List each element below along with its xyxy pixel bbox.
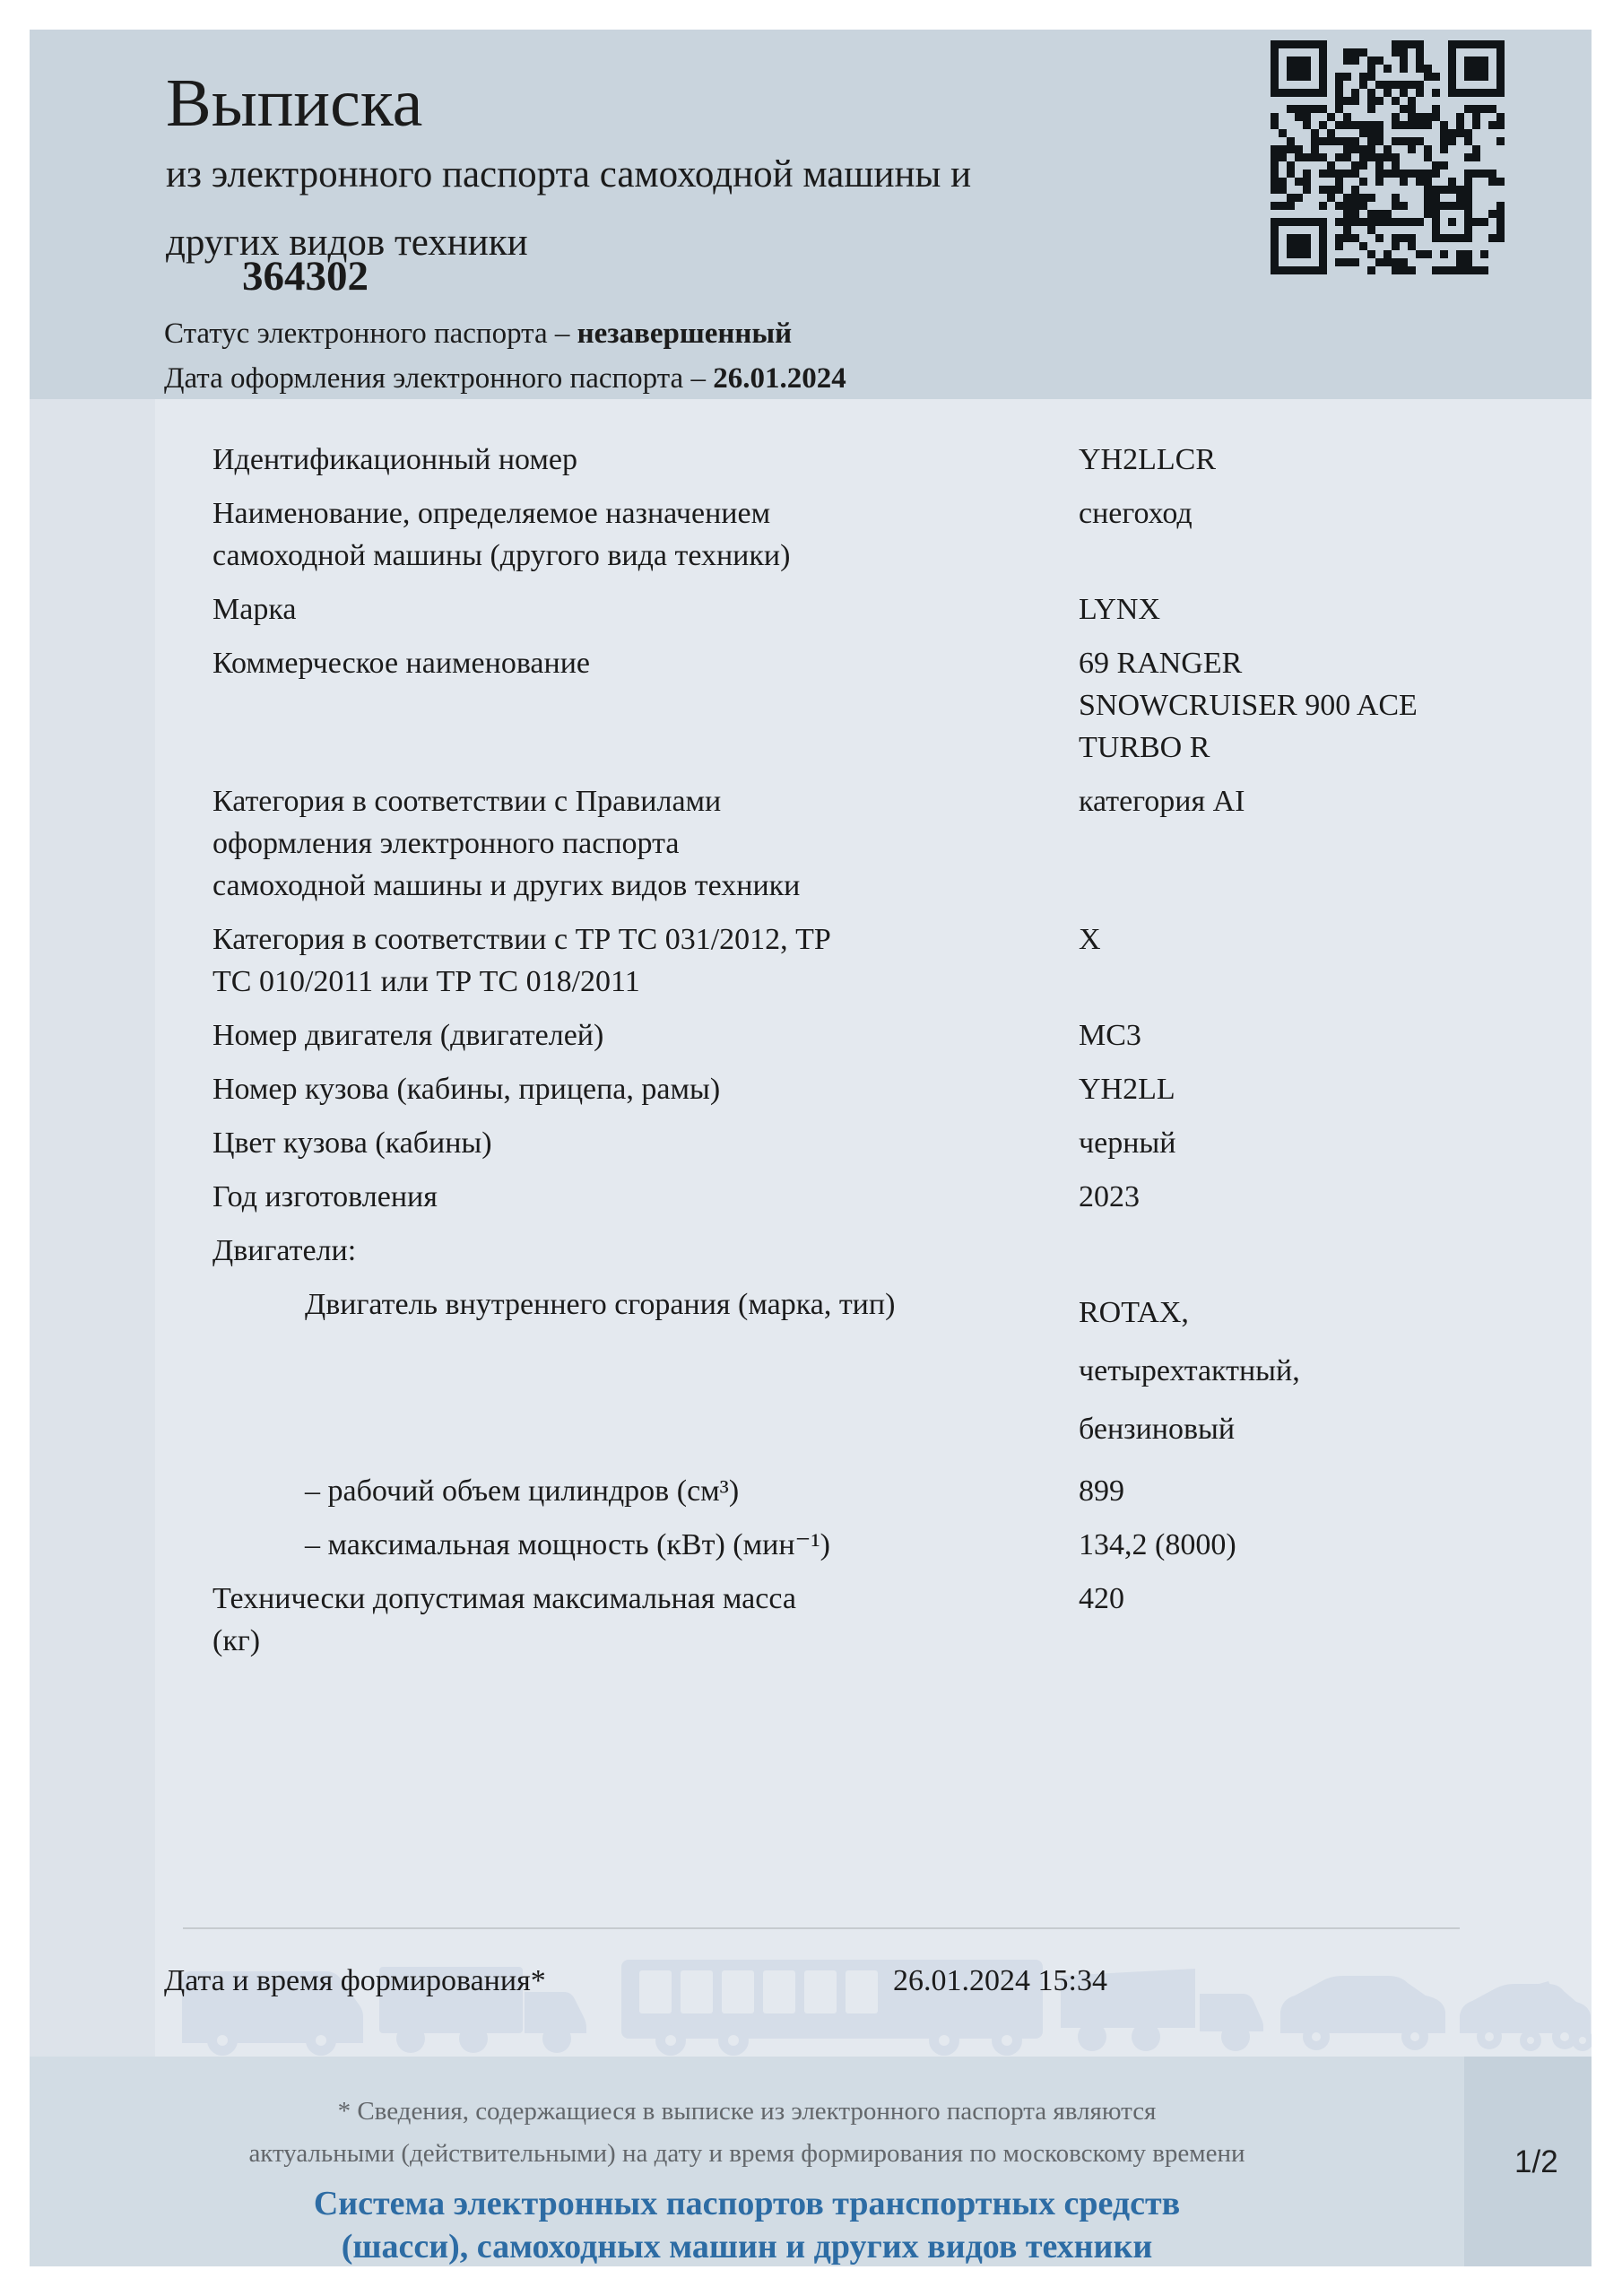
document-body bbox=[30, 399, 1592, 2057]
field-label: – рабочий объем цилиндров (см³) bbox=[305, 1474, 740, 1508]
page-number: 1/2 bbox=[1514, 2144, 1558, 2179]
field-value: X bbox=[1079, 923, 1101, 956]
field-row bbox=[213, 1122, 1495, 1164]
field-label: Идентификационный номер bbox=[213, 443, 577, 476]
document-card bbox=[30, 30, 1592, 2266]
footnote-line: актуальными (действительными) на дату и время формирования по московскому времени bbox=[248, 2139, 1245, 2168]
field-label: Номер двигателя (двигателей) bbox=[213, 1019, 604, 1052]
passport-status bbox=[164, 311, 792, 356]
field-row bbox=[213, 918, 1495, 1003]
field-label: Номер кузова (кабины, прицепа, рамы) bbox=[213, 1073, 721, 1106]
passport-issue-date bbox=[164, 356, 846, 401]
field-label: Категория в соответствии с ТР ТС 031/2012, ТР ТС 010/2011 или ТР ТС 018/2011 bbox=[213, 923, 831, 998]
field-value: 69 RANGER SNOWCRUISER 900 ACE TURBO R bbox=[1079, 647, 1418, 764]
system-title-line: (шасси), самоходных машин и других видов техники bbox=[341, 2228, 1153, 2266]
document-header bbox=[30, 30, 1592, 399]
field-label: Двигатель внутреннего сгорания (марка, тип) bbox=[305, 1288, 896, 1321]
passport-fields-table bbox=[213, 439, 1495, 1674]
footnote-line: * Сведения, содержащиеся в выписке из электронного паспорта являются bbox=[337, 2097, 1157, 2126]
field-row bbox=[213, 1230, 1495, 1272]
field-row bbox=[213, 1014, 1495, 1057]
page-number-strip bbox=[1464, 2057, 1592, 2266]
field-row bbox=[213, 642, 1495, 769]
field-row bbox=[213, 439, 1495, 481]
field-value: категория AI bbox=[1079, 785, 1245, 818]
passport-status-label: Статус электронного паспорта – bbox=[164, 317, 577, 350]
field-value: черный bbox=[1079, 1126, 1176, 1160]
field-row bbox=[213, 1470, 1495, 1512]
field-row bbox=[213, 492, 1495, 577]
generated-label: Дата и время формирования* bbox=[164, 1964, 546, 1997]
field-value: 899 bbox=[1079, 1474, 1124, 1508]
field-value: снегоход bbox=[1079, 497, 1193, 530]
doc-subtitle-line: других видов техники bbox=[166, 222, 528, 264]
passport-issue-date-label: Дата оформления электронного паспорта – bbox=[164, 362, 714, 395]
field-label: Год изготовления bbox=[213, 1180, 438, 1213]
field-value bbox=[1079, 1230, 1495, 1272]
qr-code-icon bbox=[1271, 40, 1505, 274]
field-value: MC3 bbox=[1079, 1019, 1141, 1052]
passport-issue-date-value: 26.01.2024 bbox=[713, 362, 846, 395]
field-label: Двигатели: bbox=[213, 1234, 357, 1267]
field-row bbox=[213, 1176, 1495, 1218]
field-value: 2023 bbox=[1079, 1180, 1140, 1213]
field-value: ROTAX, четырехтактный, бензиновый bbox=[1079, 1296, 1300, 1446]
field-row bbox=[213, 1068, 1495, 1110]
system-title bbox=[30, 2182, 1464, 2268]
field-label: Наименование, определяемое назначением самоходной машины (другого вида техники) bbox=[213, 497, 791, 572]
field-value: 134,2 (8000) bbox=[1079, 1528, 1236, 1561]
document-footer bbox=[30, 2057, 1592, 2266]
doc-subtitle-line: из электронного паспорта самоходной машины и bbox=[166, 153, 972, 196]
field-label: Технически допустимая максимальная масса (кг) bbox=[213, 1582, 796, 1657]
passport-number: 364302 bbox=[242, 253, 369, 300]
field-label: Марка bbox=[213, 593, 297, 626]
field-label: – максимальная мощность (кВт) (мин⁻¹) bbox=[305, 1528, 830, 1561]
field-value: YH2LL bbox=[1079, 1073, 1175, 1106]
field-row bbox=[213, 588, 1495, 631]
field-row bbox=[213, 1578, 1495, 1662]
field-label: Категория в соответствии с Правилами оформления электронного паспорта самоходной машины и других видов техники bbox=[213, 785, 801, 902]
doc-title: Выписка bbox=[166, 65, 423, 141]
divider-line bbox=[183, 1927, 1460, 1929]
generated-value: 26.01.2024 15:34 bbox=[893, 1964, 1107, 1997]
generated-row bbox=[164, 1960, 1107, 2002]
field-value: 420 bbox=[1079, 1582, 1124, 1615]
system-title-line: Система электронных паспортов транспортных средств bbox=[313, 2185, 1181, 2222]
field-value: LYNX bbox=[1079, 593, 1161, 626]
field-row bbox=[213, 780, 1495, 907]
field-row bbox=[213, 1283, 1495, 1458]
field-label: Коммерческое наименование bbox=[213, 647, 590, 680]
field-value: YH2LLCR bbox=[1079, 443, 1216, 476]
field-label: Цвет кузова (кабины) bbox=[213, 1126, 492, 1160]
passport-status-value: незавершенный bbox=[577, 317, 793, 350]
field-row bbox=[213, 1524, 1495, 1566]
footnote bbox=[30, 2091, 1464, 2175]
